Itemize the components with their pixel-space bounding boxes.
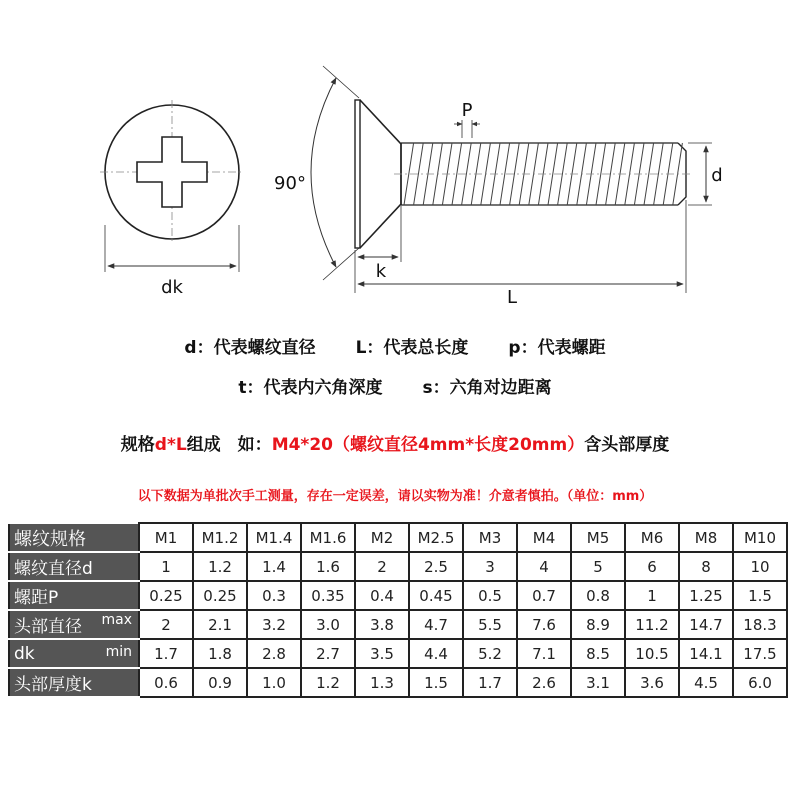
table-cell: 8.9 <box>571 610 625 639</box>
table-row <box>9 552 787 581</box>
table-cell: 1.5 <box>733 581 787 610</box>
table-cell: 1.7 <box>139 639 193 668</box>
measurement-note: 以下数据为单批次手工测量，存在一定误差，请以实物为准！介意者慎拍。（单位：mm） <box>137 489 653 504</box>
spec-example: M4*20（螺纹直径4mm*长度20mm） <box>271 435 585 455</box>
table-row <box>9 639 787 668</box>
table-cell: 17.5 <box>733 639 787 668</box>
table-cell: 2 <box>355 552 409 581</box>
column-header: M6 <box>625 523 679 552</box>
table-cell: 3.1 <box>571 668 625 697</box>
spec-table-body <box>9 523 787 697</box>
table-cell: 8.5 <box>571 639 625 668</box>
spec-suffix: 含头部厚度 <box>584 435 670 455</box>
label-k: k <box>375 261 387 282</box>
column-header: M1.6 <box>301 523 355 552</box>
spec-table <box>8 522 788 698</box>
column-header: M10 <box>733 523 787 552</box>
table-cell: 4.4 <box>409 639 463 668</box>
screw-side-view <box>355 100 692 248</box>
table-cell: 3.2 <box>247 610 301 639</box>
legend-p: p：代表螺距 <box>508 338 606 358</box>
table-cell: 1 <box>139 552 193 581</box>
table-cell: 10 <box>733 552 787 581</box>
table-cell: 14.7 <box>679 610 733 639</box>
table-cell: 2.7 <box>301 639 355 668</box>
spec-line <box>0 430 790 455</box>
row-label: 头部厚度k <box>9 668 139 697</box>
table-cell: 2.5 <box>409 552 463 581</box>
table-cell: 1.25 <box>679 581 733 610</box>
head-top-view <box>100 100 244 272</box>
legend-line-1 <box>0 333 790 358</box>
table-cell: 1.7 <box>463 668 517 697</box>
pitch-dimension <box>454 120 480 138</box>
table-cell: 0.6 <box>139 668 193 697</box>
column-header: M2 <box>355 523 409 552</box>
table-cell: 0.45 <box>409 581 463 610</box>
table-cell: 4.5 <box>679 668 733 697</box>
table-cell: 3.8 <box>355 610 409 639</box>
table-cell: 0.4 <box>355 581 409 610</box>
row-label: dk min <box>9 639 139 668</box>
row-label: 螺纹直径d <box>9 552 139 581</box>
table-cell: 4 <box>517 552 571 581</box>
legend-d: d：代表螺纹直径 <box>184 338 316 358</box>
column-header: M4 <box>517 523 571 552</box>
column-header: M1 <box>139 523 193 552</box>
table-cell: 2 <box>139 610 193 639</box>
table-cell: 0.25 <box>193 581 247 610</box>
table-cell: 2.1 <box>193 610 247 639</box>
table-cell: 1.0 <box>247 668 301 697</box>
table-cell: 7.6 <box>517 610 571 639</box>
column-header: M1.4 <box>247 523 301 552</box>
table-row <box>9 668 787 697</box>
table-cell: 5.2 <box>463 639 517 668</box>
table-header-row <box>9 523 787 552</box>
label-dk: dk <box>161 277 183 298</box>
column-header: M3 <box>463 523 517 552</box>
label-angle: 90° <box>274 173 306 194</box>
table-cell: 3.5 <box>355 639 409 668</box>
table-cell: 1.5 <box>409 668 463 697</box>
table-row <box>9 610 787 639</box>
table-cell: 1.2 <box>301 668 355 697</box>
column-header: M2.5 <box>409 523 463 552</box>
length-dimensions <box>355 200 686 293</box>
label-L: L <box>506 287 518 308</box>
column-header: M8 <box>679 523 733 552</box>
table-cell: 1.4 <box>247 552 301 581</box>
table-cell: 3.0 <box>301 610 355 639</box>
legend-L: L：代表总长度 <box>355 338 469 358</box>
table-cell: 1.2 <box>193 552 247 581</box>
diameter-dimension <box>688 143 712 205</box>
column-header: M1.2 <box>193 523 247 552</box>
table-cell: 2.8 <box>247 639 301 668</box>
table-cell: 0.7 <box>517 581 571 610</box>
spec-mid: 组成 如： <box>186 435 272 455</box>
table-cell: 10.5 <box>625 639 679 668</box>
table-cell: 0.25 <box>139 581 193 610</box>
label-d: d <box>711 165 723 186</box>
table-cell: 18.3 <box>733 610 787 639</box>
table-cell: 0.8 <box>571 581 625 610</box>
row-label: 头部直径 max <box>9 610 139 639</box>
head-top-face <box>355 100 360 248</box>
table-cell: 1.3 <box>355 668 409 697</box>
spec-formula: d*L <box>154 435 187 455</box>
table-cell: 6 <box>625 552 679 581</box>
table-cell: 5 <box>571 552 625 581</box>
table-cell: 11.2 <box>625 610 679 639</box>
row-label: 螺距P <box>9 581 139 610</box>
legend-t: t：代表内六角深度 <box>238 378 383 398</box>
table-cell: 2.6 <box>517 668 571 697</box>
column-header: M5 <box>571 523 625 552</box>
table-cell: 1.6 <box>301 552 355 581</box>
table-cell: 14.1 <box>679 639 733 668</box>
table-cell: 6.0 <box>733 668 787 697</box>
label-P: P <box>461 100 473 121</box>
table-cell: 1 <box>625 581 679 610</box>
table-cell: 3 <box>463 552 517 581</box>
table-cell: 0.3 <box>247 581 301 610</box>
table-cell: 1.8 <box>193 639 247 668</box>
spec-prefix: 规格 <box>120 435 155 455</box>
table-cell: 8 <box>679 552 733 581</box>
table-cell: 4.7 <box>409 610 463 639</box>
table-row <box>9 581 787 610</box>
angle-indicator <box>311 66 359 280</box>
table-cell: 0.5 <box>463 581 517 610</box>
screw-drawing <box>0 0 790 320</box>
table-cell: 0.35 <box>301 581 355 610</box>
legend-s: s：六角对边距离 <box>422 378 552 398</box>
row-label: 螺纹规格 <box>9 523 139 552</box>
phillips-cross-icon <box>137 137 207 207</box>
table-cell: 0.9 <box>193 668 247 697</box>
table-cell: 5.5 <box>463 610 517 639</box>
angle-arc <box>311 78 336 267</box>
legend-line-2 <box>0 373 790 398</box>
table-cell: 7.1 <box>517 639 571 668</box>
table-cell: 3.6 <box>625 668 679 697</box>
